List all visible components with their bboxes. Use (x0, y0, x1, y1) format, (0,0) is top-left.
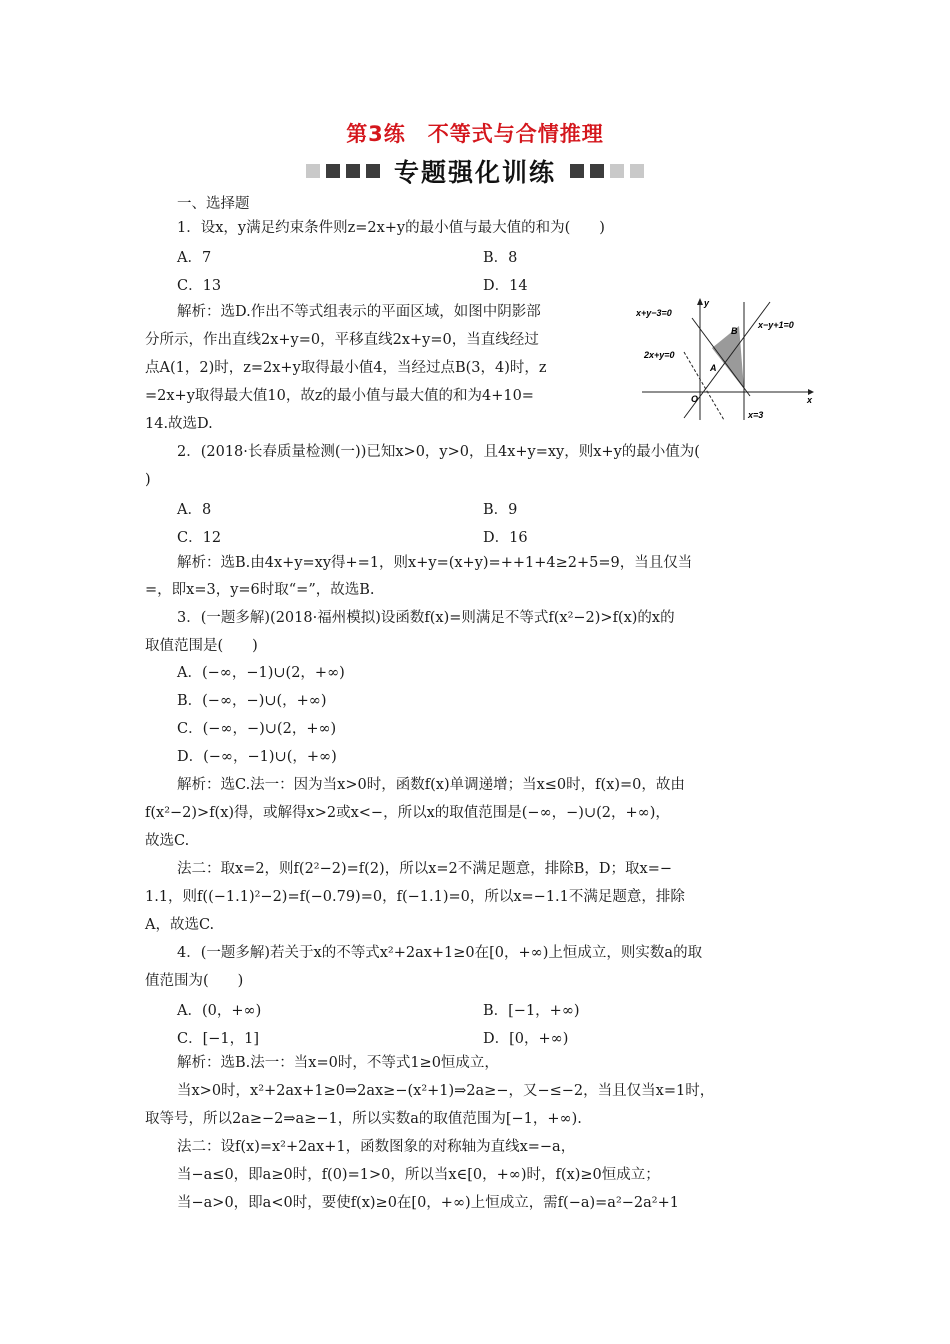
q4-solution-line: 取等号，所以2a≥−2⇒a≥−1，所以实数a的取值范围为[−1，+∞). (145, 1111, 582, 1127)
banner-squares-left (306, 164, 380, 178)
q4-solution-line: 当−a≤0，即a≥0时，f(0)=1>0，所以当x∈[0，+∞)时，f(x)≥0恒成立； (177, 1167, 660, 1183)
q4-solution-line: 当−a>0，即a<0时，要使f(x)≥0在[0，+∞)上恒成立，需f(−a)=a²−2a²+1 (177, 1195, 679, 1211)
q3-solution-line: 解析：选C.法一：因为当x>0时，函数f(x)单调递增；当x≤0时，f(x)=0，故由 (177, 777, 685, 793)
q3-solution-line: 故选C. (145, 833, 190, 849)
q3-solution-line: f(x²−2)>f(x)得，或解得x>2或x<−，所以x的取值范围是(−∞，−)∪(2，+∞)， (145, 805, 670, 821)
q1-option-a: A．7 (177, 250, 212, 266)
label-point-a: A (710, 363, 717, 373)
q3-solution-line: 1.1，则f((−1.1)²−2)=f(−0.79)=0，f(−1.1)=0，所以x=−1.1不满足题意，排除 (145, 889, 685, 905)
q4-option-c: C．[−1，1] (177, 1031, 260, 1047)
question-3: 3．(一题多解)(2018·福州模拟)设函数f(x)=则满足不等式f(x²−2)>f(x)的x的 (177, 610, 675, 626)
shaded-region (712, 326, 744, 389)
label-x-eq-3: x=3 (748, 410, 764, 420)
label-x-axis: x (807, 395, 813, 405)
q1-option-d: D．14 (483, 278, 528, 294)
label-x-plus-y-minus-3: x+y−3=0 (636, 308, 672, 318)
q3-option-d: D．(−∞，−1)∪(，+∞) (177, 749, 337, 765)
feasible-region-figure (636, 296, 814, 424)
label-2x-plus-y: 2x+y=0 (644, 350, 675, 360)
banner-title: 专题强化训练 (393, 158, 556, 187)
q2-option-c: C．12 (177, 530, 222, 546)
banner-squares-right (570, 164, 644, 178)
q2-option-b: B．9 (483, 502, 518, 518)
q1-solution-line: 解析：选D.作出不等式组表示的平面区域，如图中阴影部 (177, 304, 541, 320)
question-2-cont: ) (145, 472, 151, 488)
question-4: 4．(一题多解)若关于x的不等式x²+2ax+1≥0在[0，+∞)上恒成立，则实数a的取 (177, 945, 703, 961)
q1-solution-line: 14.故选D. (145, 416, 213, 432)
q1-option-c: C．13 (177, 278, 222, 294)
q2-option-d: D．16 (483, 530, 528, 546)
q3-option-b: B．(−∞，−)∪(，+∞) (177, 693, 327, 709)
q4-solution-line: 当x>0时，x²+2ax+1≥0⇒2ax≥−(x²+1)⇒2a≥−，又−≤−2，当且仅当x=1时， (177, 1083, 715, 1099)
question-3-cont: 取值范围是( ) (145, 638, 258, 654)
q4-option-d: D．[0，+∞) (483, 1031, 569, 1047)
banner (0, 153, 950, 189)
q1-solution-line: 分所示，作出直线2x+y=0，平移直线2x+y=0，当直线经过 (145, 332, 539, 348)
question-2: 2．(2018·长春质量检测(一))已知x>0，y>0，且4x+y=xy，则x+y的最小值为( (177, 444, 700, 460)
q3-option-c: C．(−∞，−)∪(2，+∞) (177, 721, 337, 737)
q4-option-a: A．(0，+∞) (177, 1003, 262, 1019)
label-origin: O (691, 394, 699, 404)
question-1: 1．设x，y满足约束条件则z=2x+y的最小值与最大值的和为( ) (177, 220, 605, 236)
label-y-axis: y (704, 298, 710, 308)
q2-option-a: A．8 (177, 502, 212, 518)
q1-option-b: B．8 (483, 250, 518, 266)
section-heading: 一、选择题 (177, 196, 250, 212)
page-title: 第3练 不等式与合情推理 (346, 122, 604, 146)
label-x-minus-y-plus-1: x−y+1=0 (758, 320, 794, 330)
q3-option-a: A．(−∞，−1)∪(2，+∞) (177, 665, 345, 681)
q2-solution-line: =，即x=3，y=6时取“=”，故选B. (145, 582, 375, 598)
q2-solution-line: 解析：选B.由4x+y=xy得+=1，则x+y=(x+y)=++1+4≥2+5=9，当且仅当 (177, 555, 693, 571)
q4-solution-line: 解析：选B.法一：当x=0时，不等式1≥0恒成立， (177, 1055, 499, 1071)
q1-solution-line: =2x+y取得最大值10，故z的最小值与最大值的和为4+10= (145, 388, 534, 404)
q4-option-b: B．[−1，+∞) (483, 1003, 580, 1019)
question-4-cont: 值范围为( ) (145, 973, 244, 989)
label-point-b: B (731, 326, 738, 336)
q4-solution-line: 法二：设f(x)=x²+2ax+1，函数图象的对称轴为直线x=−a， (177, 1139, 576, 1155)
q3-solution-line: A，故选C. (145, 917, 215, 933)
q3-solution-line: 法二：取x=2，则f(2²−2)=f(2)，所以x=2不满足题意，排除B，D；取x=− (177, 861, 673, 877)
q1-solution-line: 点A(1，2)时，z=2x+y取得最小值4，当经过点B(3，4)时，z (145, 360, 547, 376)
